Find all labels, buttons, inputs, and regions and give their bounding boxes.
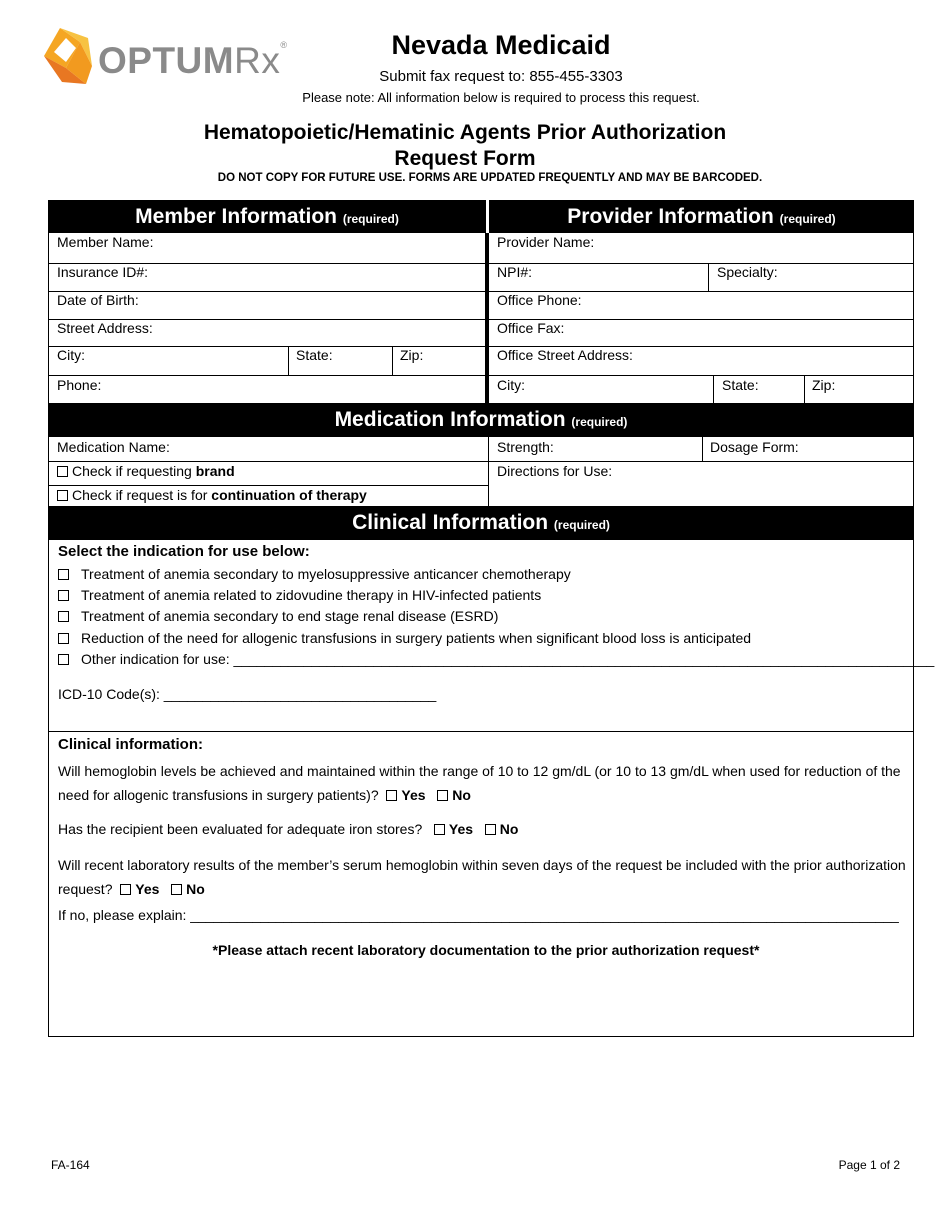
form-title-line1: Hematopoietic/Hematinic Agents Prior Authorization bbox=[203, 121, 727, 144]
clinical-info-title: Clinical Information bbox=[352, 511, 549, 534]
q3-yes-option[interactable] bbox=[120, 881, 159, 897]
member-required: (required) bbox=[342, 212, 399, 226]
npi-divider bbox=[708, 263, 709, 291]
provider-info-header bbox=[489, 200, 914, 233]
strength-field[interactable]: Strength: bbox=[497, 439, 554, 455]
attach-notice: *Please attach recent laboratory documentation to the prior authorization request* bbox=[212, 942, 760, 958]
q1-yes-checkbox[interactable] bbox=[386, 790, 397, 801]
clinical-info-heading: Clinical information: bbox=[58, 736, 204, 753]
q3-yes-label: Yes bbox=[135, 881, 160, 897]
member-info-title: Member Information bbox=[135, 205, 337, 228]
member-city-divider bbox=[288, 346, 289, 375]
question-hemoglobin-line1: Will hemoglobin levels be achieved and maintained within the range of 10 to 12 gm/dL (or 10 to 13 gm/dL when used for reduction of the bbox=[58, 763, 901, 779]
other-indication-label[interactable]: Other indication for use: __________________________________________________________________________________________ bbox=[81, 651, 935, 667]
question-iron-text: Has the recipient been evaluated for adequate iron stores? bbox=[58, 821, 423, 837]
provider-state-field[interactable]: State: bbox=[722, 377, 759, 393]
clinical-info-header bbox=[48, 506, 914, 540]
indication-checkbox[interactable] bbox=[58, 611, 69, 622]
q2-yes-checkbox[interactable] bbox=[434, 824, 445, 835]
strength-divider bbox=[702, 437, 703, 461]
form-id: FA-164 bbox=[51, 1158, 90, 1172]
medication-center-divider bbox=[488, 437, 489, 506]
provider-city-divider bbox=[713, 375, 714, 403]
medication-info-title: Medication Information bbox=[334, 408, 566, 431]
page-title: Nevada Medicaid bbox=[391, 30, 611, 60]
indication-label: Treatment of anemia secondary to end stage renal disease (ESRD) bbox=[81, 608, 499, 624]
member-state-divider bbox=[392, 346, 393, 375]
q1-yes-option[interactable] bbox=[386, 787, 425, 803]
brand-checkbox-box[interactable] bbox=[57, 466, 68, 477]
question-lab-results bbox=[58, 853, 908, 901]
question-iron bbox=[58, 817, 518, 841]
q3-no-label: No bbox=[186, 881, 205, 897]
specialty-field[interactable]: Specialty: bbox=[717, 264, 778, 280]
question-lab-line1: Will recent laboratory results of the member’s serum hemoglobin within seven days of the request be included with the prior authorization bbox=[58, 857, 906, 873]
member-zip-field[interactable]: Zip: bbox=[400, 347, 424, 363]
member-phone-field[interactable]: Phone: bbox=[57, 377, 102, 393]
provider-row-2 bbox=[489, 263, 914, 292]
provider-required: (required) bbox=[779, 212, 836, 226]
member-info-header bbox=[48, 200, 486, 233]
q3-no-checkbox[interactable] bbox=[171, 884, 182, 895]
indication-option[interactable] bbox=[58, 630, 751, 646]
brand-checkbox[interactable] bbox=[57, 463, 235, 479]
page-number: Page 1 of 2 bbox=[838, 1158, 900, 1172]
logo-brand: OPTUM bbox=[98, 40, 235, 81]
office-fax-field[interactable]: Office Fax: bbox=[497, 320, 565, 336]
question-lab-line2: request? bbox=[58, 881, 113, 897]
q3-yes-checkbox[interactable] bbox=[120, 884, 131, 895]
provider-city-field[interactable]: City: bbox=[497, 377, 525, 393]
member-city-field[interactable]: City: bbox=[57, 347, 85, 363]
q2-no-option[interactable] bbox=[485, 821, 519, 837]
indication-checkbox[interactable] bbox=[58, 569, 69, 580]
provider-info-title: Provider Information bbox=[567, 205, 774, 228]
indication-option[interactable] bbox=[58, 566, 571, 582]
clinical-required: (required) bbox=[553, 518, 610, 532]
continuation-checkbox-box[interactable] bbox=[57, 490, 68, 501]
provider-state-divider bbox=[804, 375, 805, 403]
form-title-line2: Request Form bbox=[394, 147, 536, 170]
medication-name-field[interactable]: Medication Name: bbox=[57, 439, 170, 455]
indication-option[interactable] bbox=[58, 587, 541, 603]
optumrx-logo bbox=[40, 26, 288, 90]
brand-checkbox-label: Check if requesting bbox=[72, 463, 196, 479]
indication-label: Treatment of anemia related to zidovudine therapy in HIV-infected patients bbox=[81, 587, 542, 603]
office-phone-field[interactable]: Office Phone: bbox=[497, 292, 582, 308]
member-state-field[interactable]: State: bbox=[296, 347, 333, 363]
fax-number: Submit fax request to: 855-455-3303 bbox=[379, 68, 623, 85]
q3-no-option[interactable] bbox=[171, 881, 205, 897]
indication-checkbox[interactable] bbox=[58, 633, 69, 644]
medication-info-header bbox=[48, 403, 914, 437]
continuation-checkbox-label: Check if request is for bbox=[72, 487, 212, 503]
provider-name-field[interactable]: Provider Name: bbox=[497, 234, 595, 250]
question-hemoglobin-line2: need for allogenic transfusions in surgery patients)? bbox=[58, 787, 379, 803]
q1-no-label: No bbox=[452, 787, 471, 803]
dosage-form-field[interactable]: Dosage Form: bbox=[710, 439, 799, 455]
medication-required: (required) bbox=[571, 415, 628, 429]
optum-mark-icon bbox=[40, 26, 96, 86]
indication-option[interactable] bbox=[58, 608, 498, 624]
required-note: Please note: All information below is required to process this request. bbox=[302, 90, 700, 105]
q2-yes-label: Yes bbox=[448, 821, 474, 837]
indication-checkbox[interactable] bbox=[58, 654, 69, 665]
indication-heading: Select the indication for use below: bbox=[58, 543, 310, 560]
q1-yes-label: Yes bbox=[401, 787, 426, 803]
continuation-checkbox-bold: continuation of therapy bbox=[211, 487, 367, 503]
copy-warning: DO NOT COPY FOR FUTURE USE. FORMS ARE UPDATED FREQUENTLY AND MAY BE BARCODED. bbox=[217, 172, 763, 184]
icd-code-field[interactable]: ICD-10 Code(s): ___________________________________ bbox=[58, 686, 437, 702]
street-address-field[interactable]: Street Address: bbox=[57, 320, 153, 336]
q1-no-checkbox[interactable] bbox=[437, 790, 448, 801]
q1-no-option[interactable] bbox=[437, 787, 471, 803]
other-indication-option[interactable] bbox=[58, 651, 934, 667]
office-street-field[interactable]: Office Street Address: bbox=[497, 347, 633, 363]
question-hemoglobin bbox=[58, 759, 908, 807]
npi-field[interactable]: NPI#: bbox=[497, 264, 533, 280]
clinical-divider bbox=[48, 731, 914, 732]
member-name-field[interactable]: Member Name: bbox=[57, 234, 154, 250]
brand-checkbox-bold: brand bbox=[195, 463, 235, 479]
q2-no-label: No bbox=[499, 821, 519, 837]
indication-label: Reduction of the need for allogenic transfusions in surgery patients when significant blood loss is anticipated bbox=[81, 630, 752, 646]
logo-registered: ® bbox=[280, 40, 288, 50]
date-of-birth-field[interactable]: Date of Birth: bbox=[57, 292, 139, 308]
insurance-id-field[interactable]: Insurance ID#: bbox=[57, 264, 149, 280]
q2-yes-option[interactable] bbox=[434, 821, 473, 837]
q2-no-checkbox[interactable] bbox=[485, 824, 496, 835]
provider-zip-field[interactable]: Zip: bbox=[812, 377, 836, 393]
indication-checkbox[interactable] bbox=[58, 590, 69, 601]
logo-rx: Rx bbox=[234, 40, 281, 81]
continuation-checkbox[interactable] bbox=[57, 487, 367, 503]
explain-field[interactable]: If no, please explain: ___________________________________________________________________________________________ bbox=[58, 907, 899, 923]
indication-label: Treatment of anemia secondary to myelosuppressive anticancer chemotherapy bbox=[81, 566, 571, 582]
directions-field[interactable]: Directions for Use: bbox=[497, 463, 613, 479]
